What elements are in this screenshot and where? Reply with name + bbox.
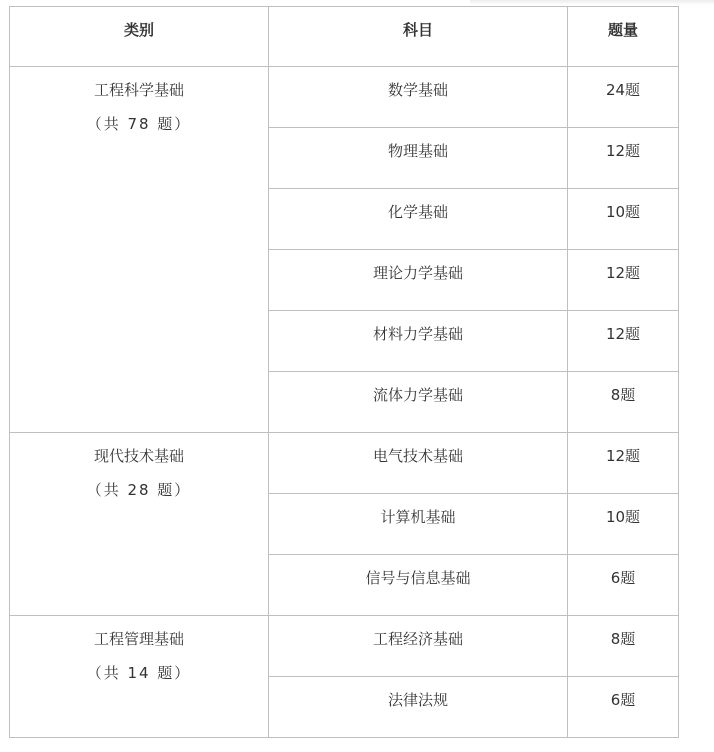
count-cell: 12题 — [568, 311, 679, 372]
count-cell: 12题 — [568, 433, 679, 494]
subject-cell: 工程经济基础 — [269, 616, 568, 677]
count-cell: 6题 — [568, 677, 679, 738]
header-subject: 科目 — [269, 7, 568, 67]
subject-cell: 流体力学基础 — [269, 372, 568, 433]
table-row — [10, 616, 679, 677]
header-category: 类别 — [10, 7, 269, 67]
subject-cell: 理论力学基础 — [269, 250, 568, 311]
category-name: 现代技术基础 — [93, 447, 184, 465]
category-total: （共 28 题） — [86, 481, 192, 499]
count-cell: 10题 — [568, 494, 679, 555]
count-cell: 6题 — [568, 555, 679, 616]
count-cell: 10题 — [568, 189, 679, 250]
subject-cell: 信号与信息基础 — [269, 555, 568, 616]
count-cell: 12题 — [568, 250, 679, 311]
exam-subject-table — [9, 6, 679, 738]
table-row — [10, 433, 679, 494]
header-row — [10, 7, 679, 67]
count-cell: 24题 — [568, 67, 679, 128]
category-cell — [10, 67, 269, 433]
category-total: （共 14 题） — [86, 664, 192, 682]
category-name: 工程科学基础 — [93, 81, 184, 99]
category-cell — [10, 433, 269, 616]
subject-cell: 物理基础 — [269, 128, 568, 189]
category-name: 工程管理基础 — [93, 630, 184, 648]
table-row — [10, 67, 679, 128]
subject-cell: 计算机基础 — [269, 494, 568, 555]
header-count: 题量 — [568, 7, 679, 67]
subject-cell: 化学基础 — [269, 189, 568, 250]
count-cell: 12题 — [568, 128, 679, 189]
category-total: （共 78 题） — [86, 115, 192, 133]
subject-cell: 法律法规 — [269, 677, 568, 738]
subject-cell: 数学基础 — [269, 67, 568, 128]
top-shadow — [470, 0, 714, 5]
count-cell: 8题 — [568, 372, 679, 433]
subject-cell: 电气技术基础 — [269, 433, 568, 494]
category-cell — [10, 616, 269, 738]
subject-cell: 材料力学基础 — [269, 311, 568, 372]
count-cell: 8题 — [568, 616, 679, 677]
